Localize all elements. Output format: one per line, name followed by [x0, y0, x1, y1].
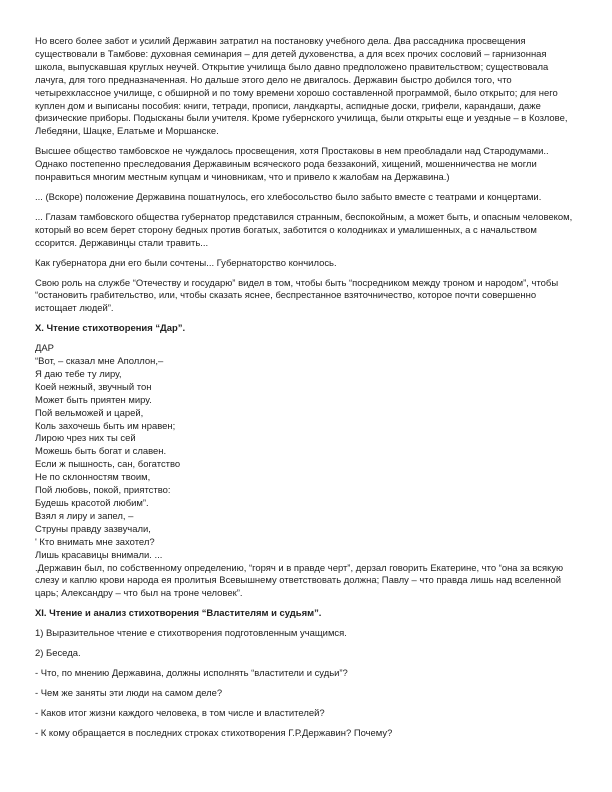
poem-line: Не по склонностям твоим, — [35, 472, 151, 484]
poem-title: ДАР — [35, 343, 54, 355]
list-item: 2) Беседа. — [35, 648, 81, 660]
list-item: - Чем же заняты эти люди на самом деле? — [35, 687, 223, 699]
poem-line: Пой любовь, покой, приятство: — [35, 485, 171, 497]
poem-line: Лирою чрез них ты сей — [35, 433, 136, 445]
poem-line: Коей нежный, звучный тон — [35, 381, 152, 393]
poem-line: Можешь быть богат и славен. — [35, 446, 167, 458]
paragraph-position: ... (Вскоре) положение Державина пошатнулось, его хлебосольство было забыто вместе с театрами и концертами. — [35, 191, 542, 203]
paragraph-governor-image: ... Глазам тамбовского общества губернатор представился странным, беспокойным, а может быть, и опасным человеком, который во всем берет сторону бедных против богатых, заботится о колодниках и умалишенных, а с начальством ссорится. Державинцы стали травить... — [35, 211, 573, 249]
paragraph-society: Высшее общество тамбовское не чуждалось просвещения, хотя Простаковы в нем преобладали над Стародумами.. Однако постепенно преследования Державиным всяческого рода беззаконий, хищений, мошенничества не могли понравиться многим местным купцам и чиновникам, что и привело к жалобам на Державина.) — [35, 146, 549, 184]
poem-line: Пой вельможей и царей, — [35, 407, 144, 419]
list-item: - Каков итог жизни каждого человека, в том числе и властителей? — [35, 707, 325, 719]
section-x-heading: X. Чтение стихотворения “Дар”. — [35, 323, 186, 335]
poem-line: Коль захочешь быть им нравен; — [35, 420, 176, 432]
poem-line: Струны правду зазвучали, — [35, 523, 151, 535]
list-item: 1) Выразительное чтение е стихотворения подготовленным учащимся. — [35, 628, 347, 640]
paragraph-governorship-end: Как губернатора дни его были сочтены... Губернаторство кончилось. — [35, 257, 337, 269]
poem-line: Я даю тебе ту лиру, — [35, 368, 122, 380]
poem-line: Будешь красотой любим”. — [35, 498, 149, 509]
paragraph-derzhavin-truth: .Державин был, по собственному определению, “горяч и в правде черт”, дерзал говорить Екатерине, что “она за всякую слезу и каплю крови народа ея пролитыя Всевышнему ответствовать должна; Павлу – что правда лишь над вселенной царь; Александру – что был на троне человек”. — [35, 562, 564, 600]
poem-line: Лишь красавицы внимали. ... — [35, 549, 163, 561]
section-xi-heading: XI. Чтение и анализ стихотворения “Властителям и судьям”. — [35, 608, 322, 620]
paragraph-role: Свою роль на службе “Отечеству и государю” видел в том, чтобы быть “посредником между троном и народом”, чтобы “остановить грабительство, или, чтобы сказать яснее, беспрестанное взяточничество, которое почти совершенно истощает людей”. — [35, 277, 559, 315]
poem-line: Может быть приятен миру. — [35, 394, 152, 406]
poem-line: Если ж пышность, сан, богатство — [35, 459, 181, 471]
list-item: - К кому обращается в последних строках стихотворения Г.Р.Державин? Почему? — [35, 727, 393, 739]
list-item: - Что, по мнению Державина, должны исполнять “властители и судьи”? — [35, 667, 348, 679]
poem-line: ' Кто внимать мне захотел? — [35, 536, 155, 548]
poem-line: Взял я лиру и запел, – — [35, 510, 134, 522]
poem-dar — [35, 343, 576, 562]
poem-line: “Вот, – сказал мне Аполлон,– — [35, 356, 164, 368]
paragraph-education: Но всего более забот и усилий Державин затратил на постановку учебного дела. Два рассадника просвещения существовали в Тамбове: духовная семинария – для детей духовенства, а для всех прочих сословий – гарнизонная школа, выпускавшая круглых неучей. Открытие училища было давно предположено правительством; существовала лачуга, для того предназначенная. Но дальше этого дело не двигалось. Державин быстро добился того, что четырехклассное училище, с обширной и по тому времени хорошо составленной программой, было открыто; для него куплен дом и выписаны пособия: книги, тетради, прописи, ландкарты, аспидные доски, грифели, карандаши, даже физические приборы. Подысканы были учителя. Кроме губернского училища, были открыты еще и уездные – в Козлове, Лебедяни, Шацке, Елатьме и Моршанске. — [35, 36, 568, 138]
